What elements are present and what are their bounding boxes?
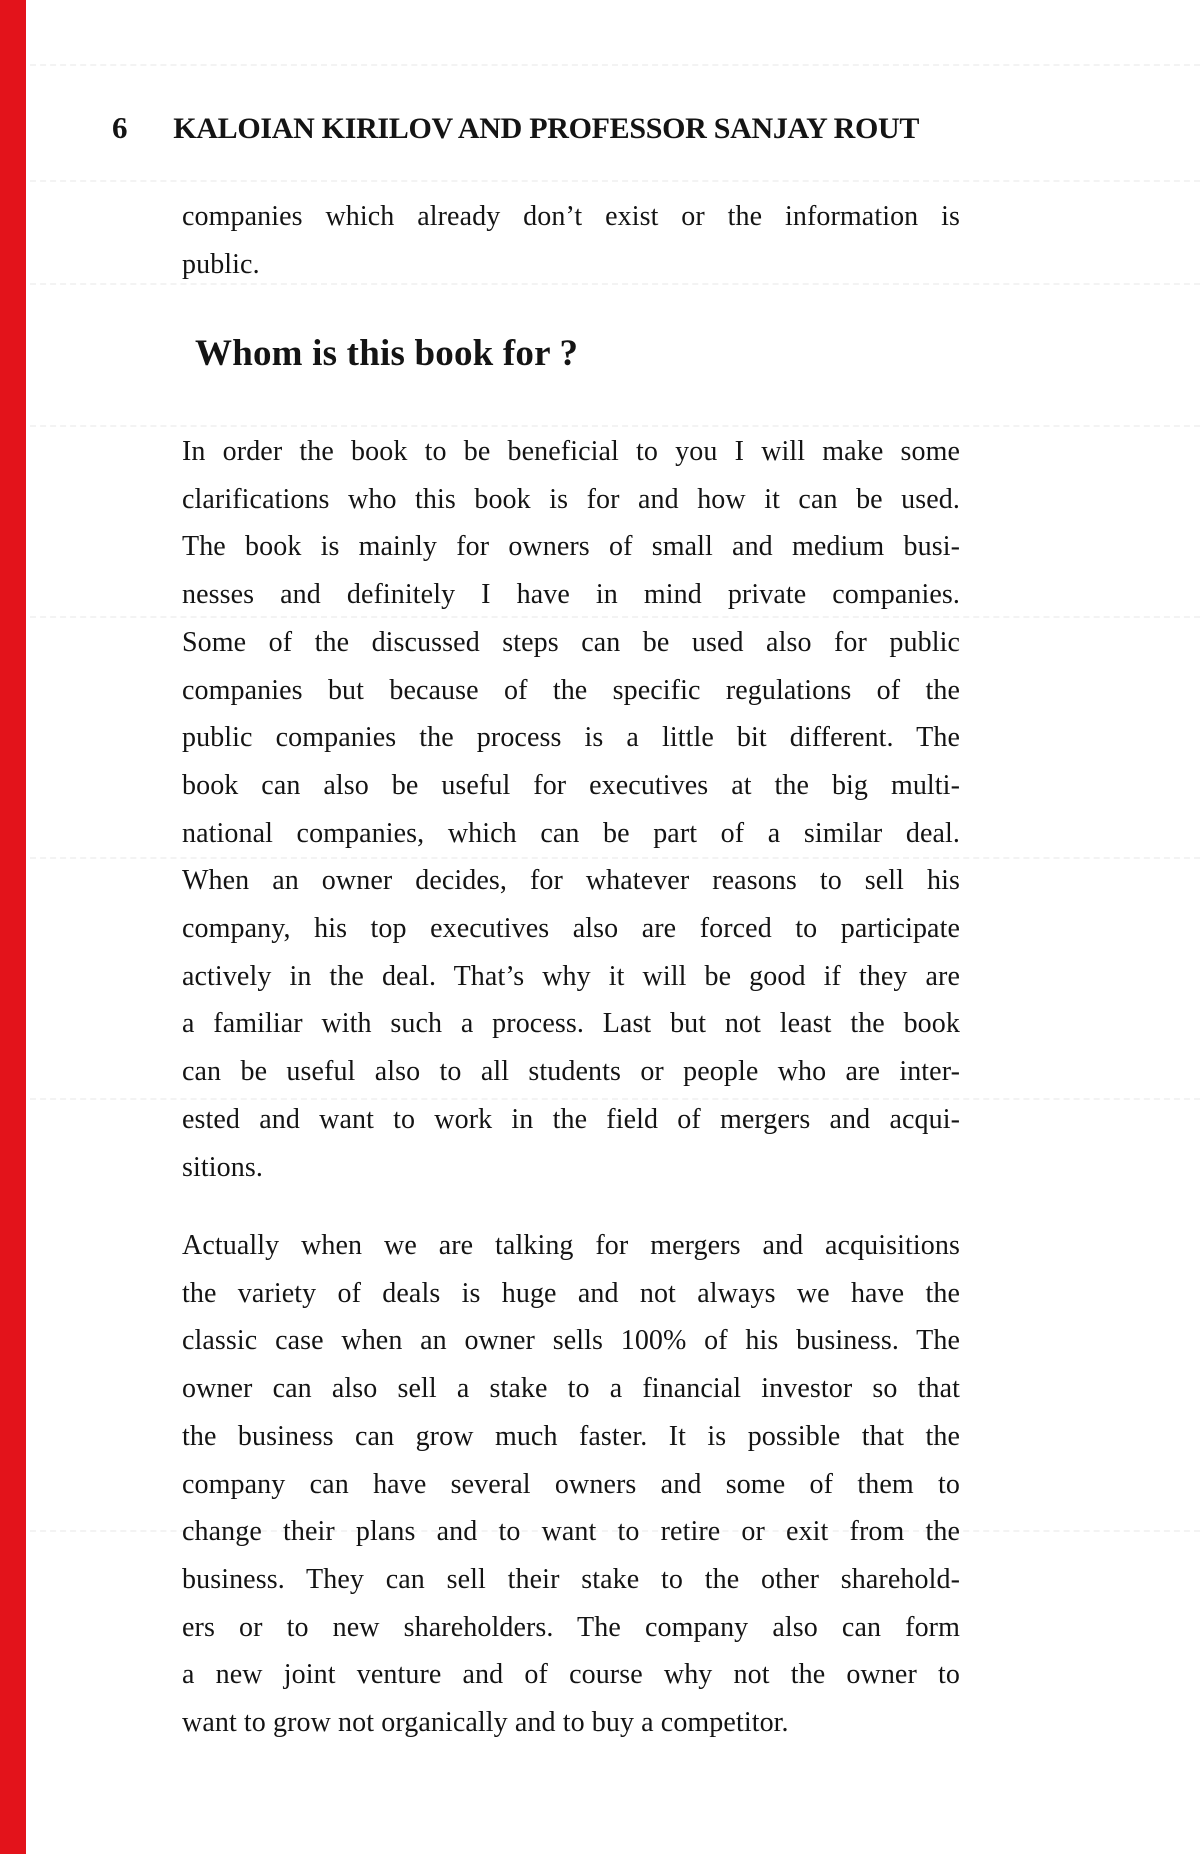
text-line: business. They can sell their stake to the other sharehold- (182, 1563, 960, 1595)
text-line: company, his top executives also are forced to participate (182, 913, 960, 945)
text-line: The book is mainly for owners of small and medium busi- (182, 531, 960, 563)
text-line: the variety of deals is huge and not always we have the (182, 1277, 960, 1309)
running-header-title: KALOIAN KIRILOV AND PROFESSOR SANJAY ROUT (173, 112, 920, 145)
text-line: a new joint venture and of course why not the owner to (182, 1659, 960, 1691)
text-line: clarifications who this book is for and how it can be used. (182, 483, 960, 515)
text-line: public companies the process is a little bit different. The (182, 722, 960, 754)
text-line: classic case when an owner sells 100% of his business. The (182, 1325, 960, 1357)
text-line: national companies, which can be part of a similar deal. (182, 817, 960, 849)
text-line: nesses and definitely I have in mind private companies. (182, 579, 960, 611)
text-line: When an owner decides, for whatever reasons to sell his (182, 865, 960, 897)
text-line: sitions. (182, 1151, 263, 1183)
text-line: ers or to new shareholders. The company also can form (182, 1611, 960, 1643)
text-line: public. (182, 248, 260, 280)
text-line: book can also be useful for executives at the big multi- (182, 769, 960, 801)
text-line: companies which already don’t exist or the information is (182, 201, 960, 232)
scan-artifact-line (30, 64, 1200, 66)
page-edge-red-strip (0, 0, 26, 1854)
text-line: company can have several owners and some of them to (182, 1468, 960, 1500)
text-line: want to grow not organically and to buy a competitor. (182, 1707, 789, 1739)
paragraph-2 (182, 1222, 960, 1747)
text-line: a familiar with such a process. Last but not least the book (182, 1008, 960, 1040)
scan-artifact-line (30, 180, 1200, 182)
running-header (112, 108, 919, 149)
text-line: change their plans and to want to retire or exit from the (182, 1516, 960, 1548)
text-line: owner can also sell a stake to a financial investor so that (182, 1373, 960, 1405)
section-heading: Whom is this book for ? (195, 333, 579, 374)
paragraph-intro (182, 193, 960, 288)
paragraph-1 (182, 428, 960, 1191)
text-line: companies but because of the specific regulations of the (182, 674, 960, 706)
text-line: ested and want to work in the field of mergers and acqui- (182, 1103, 960, 1135)
text-line: the business can grow much faster. It is possible that the (182, 1420, 960, 1452)
text-line: Actually when we are talking for mergers and acquisitions (182, 1230, 960, 1261)
page-number: 6 (112, 110, 128, 145)
scan-artifact-line (30, 425, 1200, 427)
text-line: actively in the deal. That’s why it will be good if they are (182, 960, 960, 992)
text-line: Some of the discussed steps can be used also for public (182, 626, 960, 658)
text-line: can be useful also to all students or people who are inter- (182, 1056, 960, 1088)
text-line: In order the book to be beneficial to you I will make some (182, 436, 960, 467)
